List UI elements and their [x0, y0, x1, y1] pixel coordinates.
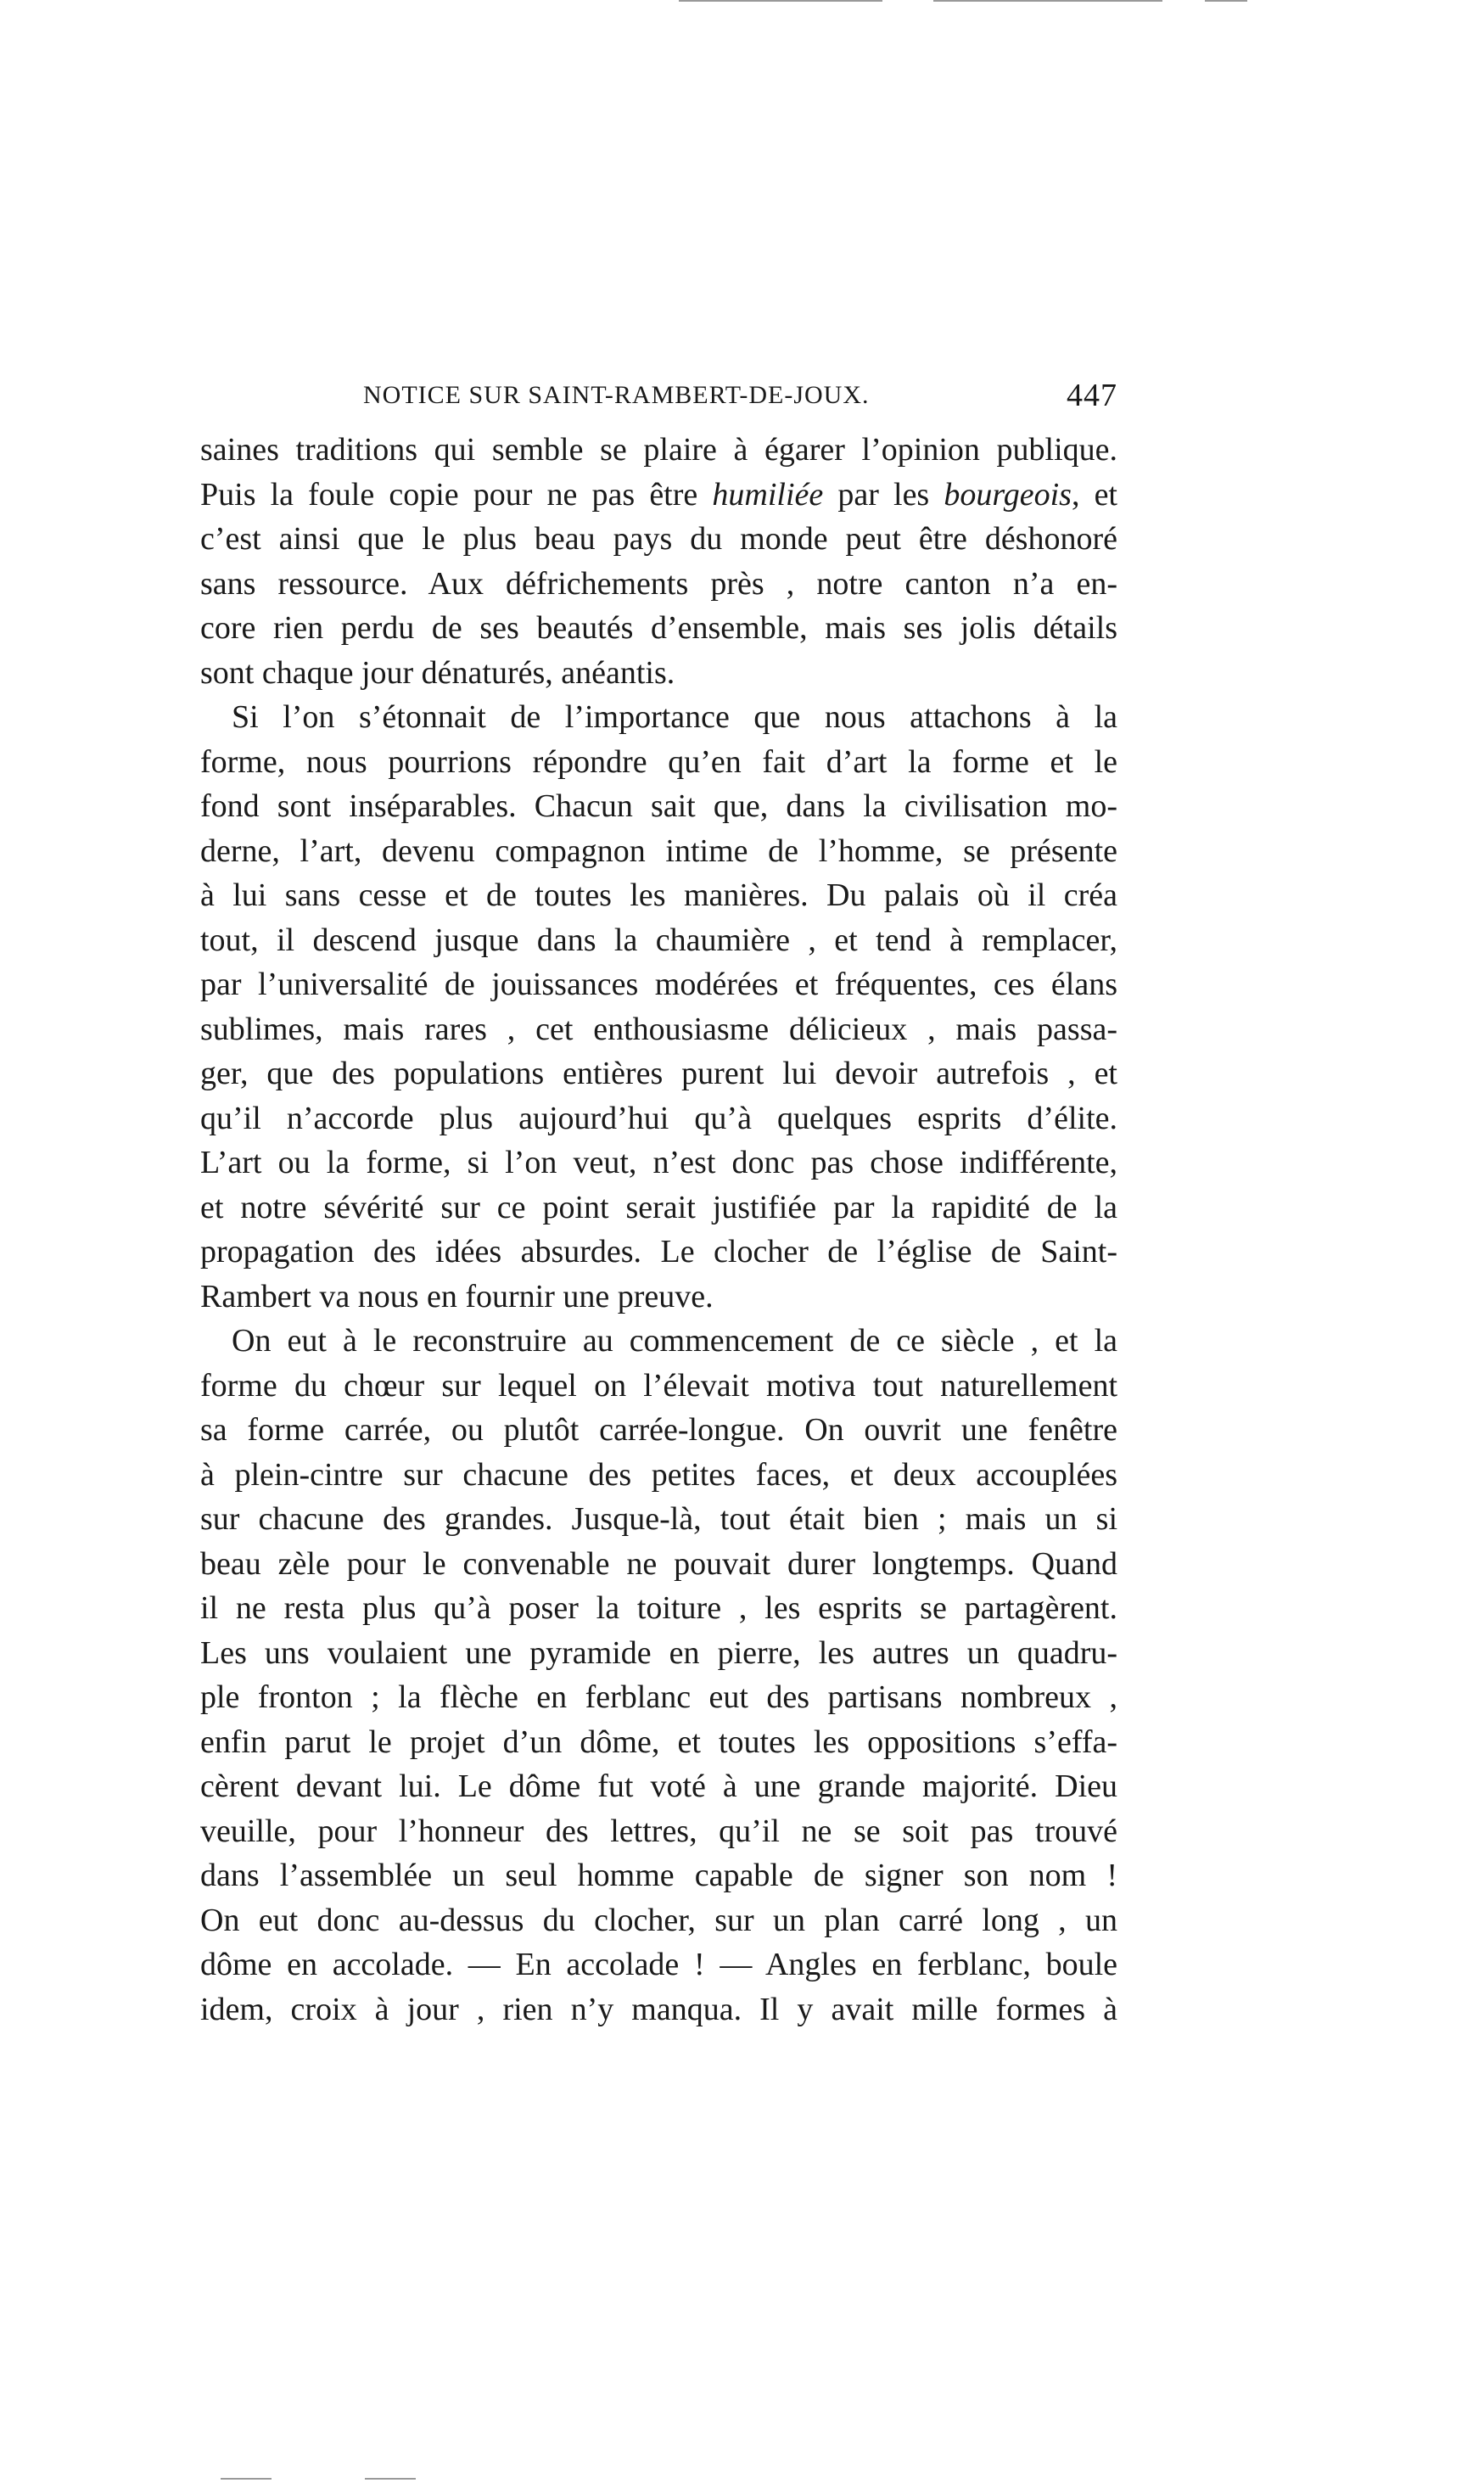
text-line	[200, 1720, 1117, 1765]
text-segment: core rien perdu de ses beautés d’ensemble, mais ses jolis détails	[200, 610, 1117, 646]
text-segment: à lui sans cesse et de toutes les manières. Du palais où il créa	[200, 877, 1117, 913]
text-segment: veuille, pour l’honneur des lettres, qu’il ne se soit pas trouvé	[200, 1813, 1117, 1849]
italic-text: humiliée	[712, 476, 824, 513]
text-segment: dans l’assemblée un seul homme capable de signer son nom !	[200, 1858, 1117, 1893]
text-line	[200, 1853, 1117, 1898]
text-line	[200, 1631, 1117, 1676]
text-line	[200, 473, 1117, 518]
text-line	[200, 1942, 1117, 1987]
page-number: 447	[1067, 378, 1117, 413]
text-line	[200, 1898, 1117, 1943]
scan-edge-line	[1205, 0, 1247, 2]
scan-edge-line	[679, 0, 882, 2]
text-segment: tout, il descend jusque dans la chaumière , et tend à remplacer,	[200, 922, 1117, 958]
text-segment: il ne resta plus qu’à poser la toiture , les esprits se partagèrent.	[200, 1590, 1117, 1626]
text-segment: à plein-cintre sur chacune des petites faces, et deux accouplées	[200, 1456, 1117, 1493]
text-line	[200, 517, 1117, 562]
text-line	[200, 784, 1117, 829]
text-line	[200, 1096, 1117, 1141]
text-line	[200, 695, 1117, 740]
text-segment: idem, croix à jour , rien n’y manqua. Il y avait mille formes à	[200, 1991, 1117, 2027]
text-segment: par les	[823, 476, 944, 513]
text-line	[200, 1764, 1117, 1809]
text-segment: c’est ainsi que le plus beau pays du monde peut être déshonoré	[200, 521, 1117, 557]
text-segment: cèrent devant lui. Le dôme fut voté à une grande majorité. Dieu	[200, 1768, 1117, 1804]
text-segment: et notre sévérité sur ce point serait justifiée par la rapidité de la	[200, 1189, 1117, 1225]
text-line	[200, 1364, 1117, 1409]
scan-edge-line	[933, 0, 1162, 2]
text-segment: propagation des idées absurdes. Le clocher de l’église de Saint-	[200, 1234, 1117, 1270]
text-line	[200, 1408, 1117, 1453]
text-line	[200, 962, 1117, 1007]
text-segment: sans ressource. Aux défrichements près , notre canton n’a en-	[200, 565, 1117, 602]
text-segment: derne, l’art, devenu compagnon intime de l’homme, se présente	[200, 832, 1117, 869]
text-segment: beau zèle pour le convenable ne pouvait durer longtemps. Quand	[200, 1545, 1117, 1582]
text-segment: L’art ou la forme, si l’on veut, n’est donc pas chose indifférente,	[200, 1145, 1117, 1180]
text-line	[200, 1051, 1117, 1096]
text-line	[200, 1809, 1117, 1854]
text-segment: , et	[1071, 476, 1117, 513]
text-segment: forme, nous pourrions répondre qu’en fait d’art la forme et le	[200, 743, 1117, 780]
text-segment: dôme en accolade. — En accolade ! — Angles en ferblanc, boule	[200, 1947, 1117, 1982]
italic-text: bourgeois	[944, 476, 1072, 513]
text-line	[200, 651, 1117, 696]
text-line	[200, 606, 1117, 651]
text-line	[200, 428, 1117, 473]
text-line	[200, 1586, 1117, 1631]
text-line	[200, 1007, 1117, 1052]
text-line	[200, 1319, 1117, 1364]
text-segment: qu’il n’accorde plus aujourd’hui qu’à quelques esprits d’élite.	[200, 1100, 1117, 1136]
text-segment: Puis la foule copie pour ne pas être	[200, 476, 713, 513]
text-segment: forme du chœur sur lequel on l’élevait motiva tout naturellement	[200, 1367, 1117, 1404]
text-segment: par l’universalité de jouissances modérées et fréquentes, ces élans	[200, 967, 1117, 1002]
text-segment: ple fronton ; la flèche en ferblanc eut des partisans nombreux ,	[200, 1679, 1117, 1715]
text-line	[200, 1141, 1117, 1185]
text-line	[200, 1987, 1117, 2032]
text-segment: fond sont inséparables. Chacun sait que, dans la civilisation mo-	[200, 788, 1117, 824]
text-segment: enfin parut le projet d’un dôme, et toutes les oppositions s’effa-	[200, 1724, 1117, 1760]
text-segment: Si l’on s’étonnait de l’importance que nous attachons à la	[232, 699, 1117, 735]
text-line	[200, 1185, 1117, 1230]
text-segment: sublimes, mais rares , cet enthousiasme délicieux , mais passa-	[200, 1011, 1117, 1047]
scan-edge-line	[365, 2478, 416, 2480]
text-line	[200, 740, 1117, 785]
text-line	[200, 1230, 1117, 1275]
text-line	[200, 562, 1117, 607]
scan-edge-line	[221, 2478, 272, 2480]
text-segment: sont chaque jour dénaturés, anéantis.	[200, 654, 675, 691]
text-segment: Les uns voulaient une pyramide en pierre, les autres un quadru-	[200, 1634, 1117, 1671]
text-segment: Rambert va nous en fournir une preuve.	[200, 1278, 714, 1314]
text-segment: On eut à le reconstruire au commencement de ce siècle , et la	[232, 1323, 1117, 1359]
page-header	[200, 373, 1117, 418]
text-segment: saines traditions qui semble se plaire à égarer l’opinion publique.	[200, 432, 1117, 468]
text-line	[200, 1275, 1117, 1320]
text-segment: On eut donc au-dessus du clocher, sur un plan carré long , un	[200, 1902, 1117, 1938]
text-line	[200, 918, 1117, 963]
text-line	[200, 1542, 1117, 1587]
text-segment: sur chacune des grandes. Jusque-là, tout était bien ; mais un si	[200, 1501, 1117, 1537]
body-text	[200, 428, 1117, 2032]
text-line	[200, 873, 1117, 918]
text-line	[200, 1675, 1117, 1720]
running-title: NOTICE SUR SAINT-RAMBERT-DE-JOUX.	[363, 381, 870, 409]
text-line	[200, 1453, 1117, 1498]
text-segment: sa forme carrée, ou plutôt carrée-longue. On ouvrit une fenêtre	[200, 1412, 1117, 1448]
text-line	[200, 1497, 1117, 1542]
text-segment: ger, que des populations entières purent lui devoir autrefois , et	[200, 1056, 1117, 1091]
text-line	[200, 829, 1117, 874]
